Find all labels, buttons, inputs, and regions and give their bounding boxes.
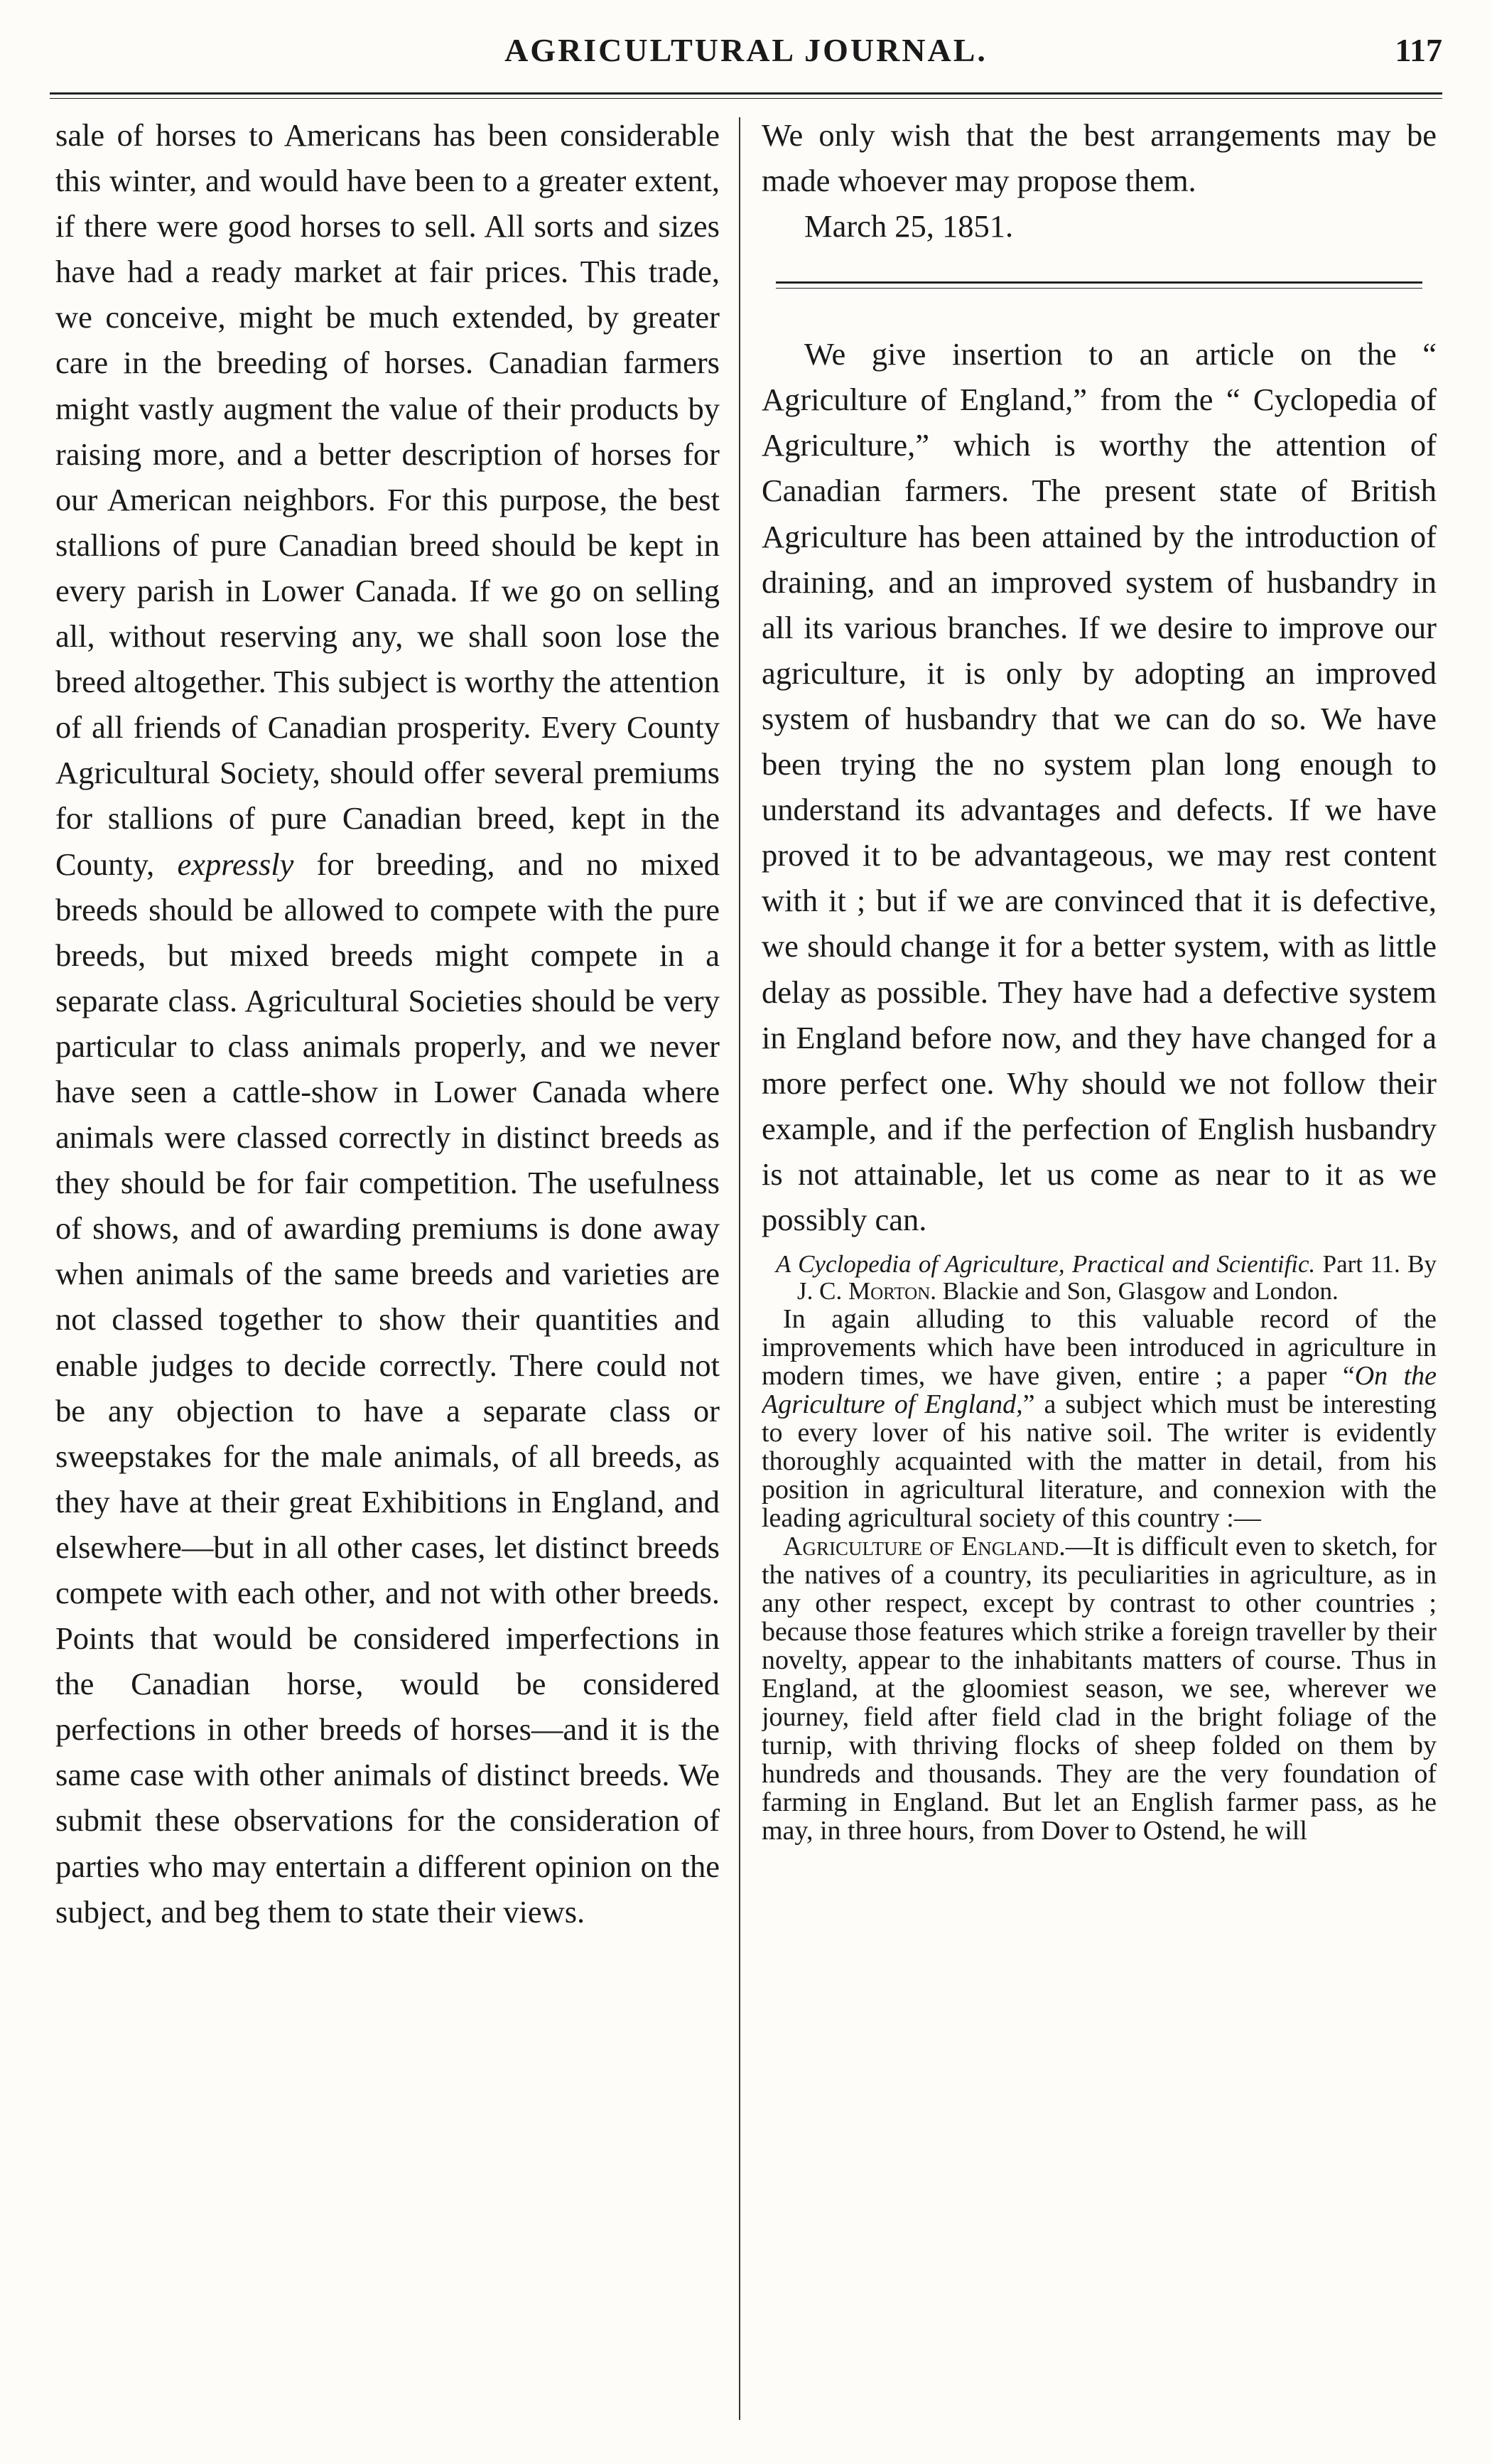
editorial-paragraph: We give insertion to an article on the “ Agriculture of England,” from the “ Cyclopedia of Agriculture,” which is worthy the attention of Canadian farmers. The present state of British Agriculture has been attained by the introduction of draining, and an improved system of husbandry in all its various branches. If we desire to improve our agriculture, it is only by adopting an improved system of husbandry that we can do so. We have been trying the no system plan long enough to understand its advantages and defects. If we have proved it to be advantageous, we may rest content with it ; but if we are convinced that it is defective, we should change it for a better system, with as little delay as possible. They have had a defective system in England before now, and they have changed for a more perfect one. Why should we not follow their example, and if the perfection of English husbandry is not attainable, let us come as near to it as we possibly can. [762,336,1437,1237]
article-body: —It is difficult even to sketch, for the natives of a country, its peculiarities in agriculture, as in any other respect, except by contrast to other countries ; because those features which strike a foreign traveller by their novelty, appear to the inhabitants matters of course. Thus in England, at the gloomiest season, we see, wherever we journey, field after field clad in the bright foliage of the turnip, with thriving flocks of sheep folded on them by hundreds and thousands. They are the very foundation of farming in England. But let an English farmer pass, as he may, in three hours, from Dover to Ostend, he will [762,1532,1437,1846]
left-text-a: sale of horses to Americans has been considerable this winter, and would have been to a greater extent, if there were good horses to sell. All sorts and sizes have had a ready market at fair prices. This trade, we conceive, might be much extended, by greater care in the breeding of horses. Canadian farmers might vastly augment the value of their products by raising more, and a better description of horses for our American neighbors. For this purpose, the best stallions of pure Canadian breed should be kept in every parish in Lower Canada. If we go on selling all, without reserving any, we shall soon lose the breed altogether. This subject is worthy the attention of all friends of Canadian prosperity. Every County Agricultural Society, should offer several premiums for stallions of pure Canadian breed, kept in the County, [55,117,720,882]
review-article-title: On the Agriculture of England, [762,1361,1437,1420]
left-column [55,112,720,2429]
citation-author: Morton. [848,1277,936,1306]
column-divider [739,117,740,2420]
left-text-b: for breeding, and no mixed breeds should be allowed to compete with the pure breeds, but mixed breeds might compete in a separate class. Agricultural Societies should be very particular to class animals properly, and we never have seen a cattle-show in Lower Canada where animals were classed correctly in distinct breeds as they should be for fair competition. The usefulness of shows, and of awarding premiums is done away when animals of the same breeds and varieties are not classed together to show their quantities and enable judges to decide correctly. There could not be any objection to have a separate class or sweepstakes for the male animals, of all breeds, as they have at their great Exhibitions in England, and elsewhere—but in all other cases, let distinct breeds compete with each other, and not with other breeds. Points that would be considered imperfections in the Canadian horse, would be considered perfections in other breeds of horses—and it is the same case with other animals of distinct breeds. We submit these observations for the consideration of parties who may entertain a different opinion on the subject, and beg them to state their views. [55,846,720,1930]
article-heading: Agriculture of England. [783,1532,1066,1562]
right-paragraph-continued: We only wish that the best arrangements may be made whoever may propose them. [762,117,1437,199]
running-title: AGRICULTURAL JOURNAL. [504,32,988,68]
left-paragraph [55,112,720,1935]
left-emphasis: expressly [177,846,294,882]
citation-publisher: Blackie and Son, Glasgow and London. [942,1277,1339,1306]
citation-part: Part 11. By J. C. [797,1250,1437,1306]
article-paragraph [762,1532,1437,1845]
right-column [762,112,1437,2429]
section-rule [776,281,1422,289]
citation-title: A Cyclopedia of Agriculture, Practical and Scientific. [776,1250,1316,1279]
running-head [50,20,1442,84]
page-number: 117 [1395,32,1442,68]
review-text-b: ” a subject which must be interesting to every lover of his native soil. The writer is evidently thoroughly acquainted with the matter in detail, from his position in agricultural literature, and connexion with the leading agricultural society of this country :— [762,1389,1437,1534]
header-rule [50,92,1442,99]
date-line: March 25, 1851. [804,208,1014,244]
review-paragraph [762,1305,1437,1532]
review-text-a: In again alluding to this valuable record of the improvements which have been introduced in agriculture in modern times, we have given, entire ; a paper “ [762,1304,1437,1392]
book-citation [762,1251,1437,1305]
